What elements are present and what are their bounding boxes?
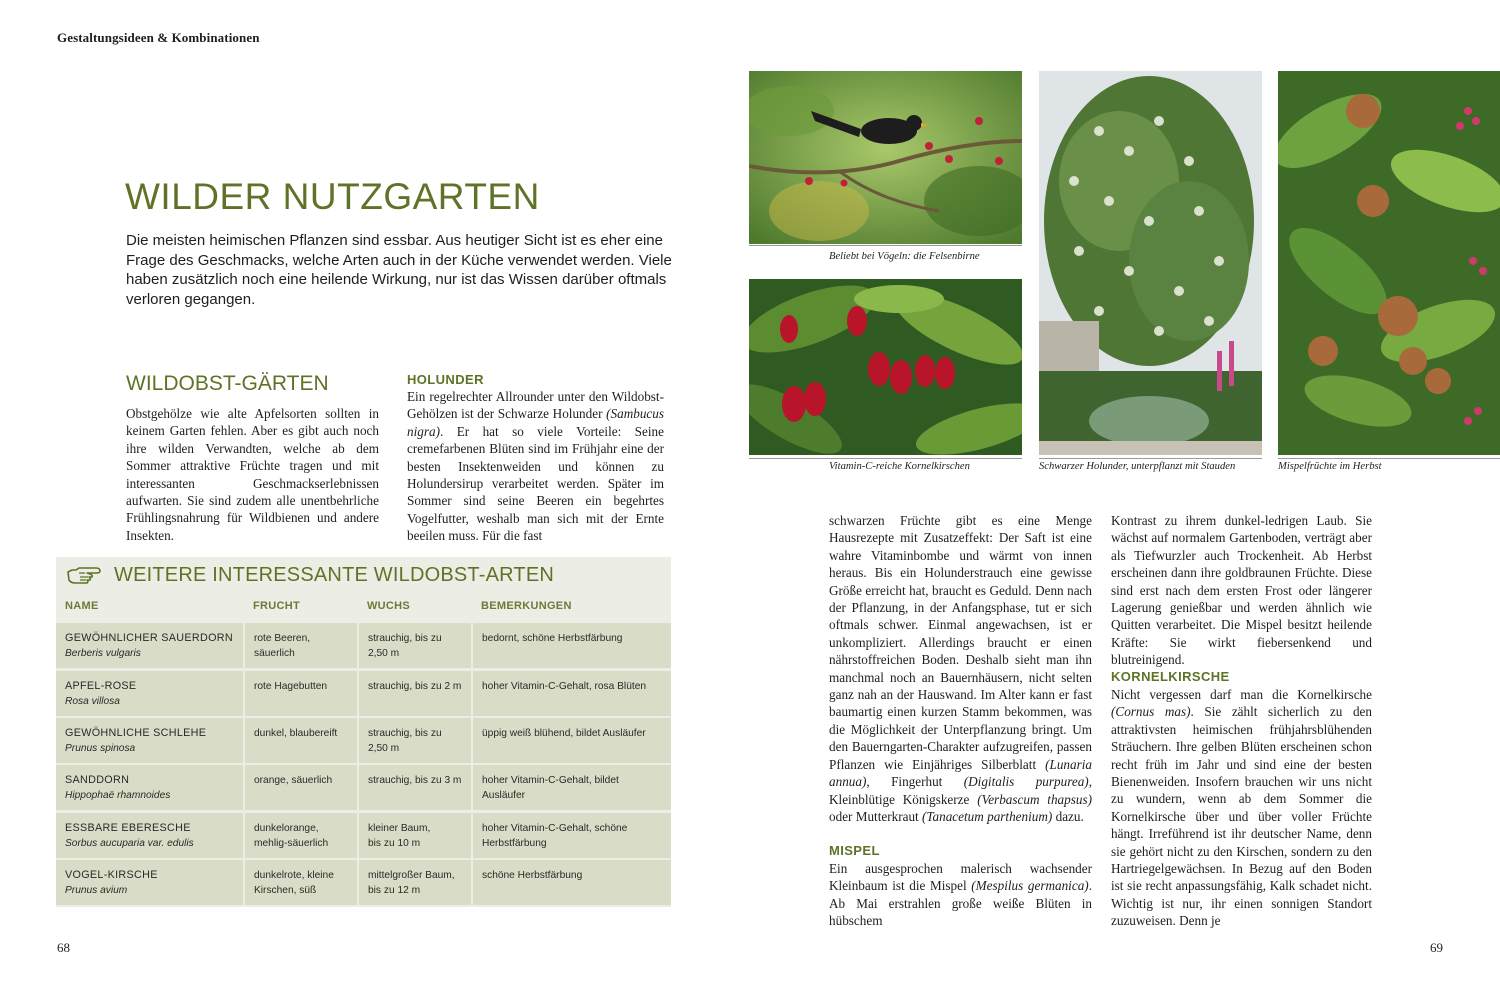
column-header-wuchs: WUCHS bbox=[367, 600, 411, 612]
caption-mispel: Mispelfrüchte im Herbst bbox=[1278, 461, 1382, 472]
page-number-left: 68 bbox=[57, 940, 70, 955]
table-row: SANDDORN Hippophaë rhamnoides orange, säuerlich strauchig, bis zu 3 m hoher Vitamin-C-Gehalt, bildet Ausläufer bbox=[56, 765, 671, 810]
table-row: VOGEL-KIRSCHE Prunus avium dunkelrote, kleine Kirschen, süß mittelgroßer Baum, bis zu 12 m schöne Herbstfärbung bbox=[56, 860, 671, 905]
photo-holunder bbox=[1039, 71, 1262, 455]
section-title: WILDOBST-GÄRTEN bbox=[126, 372, 329, 395]
holunder-continued-paragraph: schwarzen Früchte gibt es eine Menge Hausrezepte mit Zusatzeffekt: Der Saft ist eine wahre Vitaminbombe und wärmt von innen heraus. Bis ein Holunderstrauch eine gewisse Größe erreicht hat, braucht es Geduld. Denn nach der Pflanzung, in der Anfangsphase, tut er sich oftmals schwer. Einmal angewachsen, ist er unkompliziert. Allerdings braucht er einen nährstoffreichen Boden. Deshalb sieht man ihn manchmal noch an Bauernhäusern, nicht selten ganz nah an der Hauswand. Im Alter kann er fast baumartig einen kurzen Stamm bekommen, was die Möglichkeit der Unterpflanzung bringt. Um den Bauerngarten-Charakter aufzugreifen, passen Pflanzen wie Einjähriges Silberblatt (Lunaria annua), Fingerhut (Digitalis purpurea), Kleinblütige Königskerze (Verbascum thapsus) oder Mutterkraut (Tanacetum parthenium) dazu. bbox=[829, 513, 1092, 824]
caption-kornelkirschen: Vitamin-C-reiche Kornelkirschen bbox=[829, 461, 970, 472]
holunder-heading: HOLUNDER bbox=[407, 372, 484, 387]
table-title: WEITERE INTERESSANTE WILDOBST-ARTEN bbox=[114, 563, 555, 586]
page-title: WILDER NUTZGARTEN bbox=[125, 176, 540, 217]
mispel-heading: MISPEL bbox=[829, 843, 880, 858]
caption-felsenbirne: Beliebt bei Vögeln: die Felsenbirne bbox=[829, 251, 980, 262]
table-title-row bbox=[66, 563, 554, 587]
photo-kornelkirschen bbox=[749, 279, 1022, 455]
holunder-paragraph: Ein regelrechter Allrounder unter den Wildobst-Gehölzen ist der Schwarze Holunder (Sambucus nigra). Er hat so viele Vorteile: Seine cremefarbenen Blüten sind im Frühjahr eine der besten Insektenweiden und können zu Holundersirup verarbeitet werden. Später im Sommer sind seine Beeren ein begehrtes Vogelfutter, weshalb man sich mit der Ernte beeilen muss. Für die fast bbox=[407, 389, 664, 544]
table-row: ESSBARE EBERESCHE Sorbus aucuparia var. edulis dunkelorange, mehlig-säuerlich kleiner Baum, bis zu 10 m hoher Vitamin-C-Gehalt, schöne Herbstfärbung bbox=[56, 813, 671, 858]
column-header-frucht: FRUCHT bbox=[253, 600, 301, 612]
intro-paragraph: Die meisten heimischen Pflanzen sind essbar. Aus heutiger Sicht ist es eher eine Frage des Geschmacks, welche Arten auch in der Küche verwendet werden. Viele haben zusätzlich noch eine heilende Wirkung, nur ist das Wissen darüber oftmals verloren gegangen. bbox=[126, 232, 672, 308]
kornelkirsche-paragraph: Nicht vergessen darf man die Kornelkirsche (Cornus mas). Sie zählt sicherlich zu den attraktivsten heimischen frühjahrsblühenden Sträuchern. Ihre gelben Blüten erscheinen schon recht früh im Jahr und sind eine der besten Bienenweiden. Insofern brauchen wir uns nicht zu wundern, wenn ab dem Sommer die Kornelkirsche über und über voller Früchte hängt. Irreführend ist ihr deutscher Name, denn sie gehört nicht zu den Kirschen, sondern zu den Hartriegelgewächsen. In Bezug auf den Boden ist sie recht anpassungsfähig, Kalk schadet nicht. Wichtig ist nur, ihr einen sonnigen Standort zuzuweisen. Denn je bbox=[1111, 687, 1373, 929]
kornelkirsche-heading: KORNELKIRSCHE bbox=[1111, 669, 1230, 684]
table-row: APFEL-ROSE Rosa villosa rote Hagebutten strauchig, bis zu 2 m hoher Vitamin-C-Gehalt, rosa Blüten bbox=[56, 671, 671, 716]
pointing-hand-icon bbox=[66, 563, 106, 587]
mispel-paragraph: Ein ausgesprochen malerisch wachsender Kleinbaum ist die Mispel (Mespilus germanica). Ab Mai erstrahlen große weiße Blüten in hübschem bbox=[829, 861, 1092, 929]
table-row: GEWÖHNLICHE SCHLEHE Prunus spinosa dunkel, blaubereift strauchig, bis zu 2,50 m üppig weiß blühend, bildet Ausläufer bbox=[56, 718, 671, 763]
photo-felsenbirne-blackbird bbox=[749, 71, 1022, 244]
wildobst-paragraph: Obstgehölze wie alte Apfelsorten sollten in keinem Garten fehlen. Aber es gibt auch noch ihre wilden Verwandten, welche ab dem Sommer attraktive Früchte tragen und mit interessanten Geschmackserlebnissen aufwarten. Sie sind zudem alle unentbehrliche Frühlingsnahrung für Wildbienen und andere Insekten. bbox=[126, 406, 379, 543]
photo-mispel bbox=[1278, 71, 1500, 455]
column-header-bemerkungen: BEMERKUNGEN bbox=[481, 600, 572, 612]
mispel-continued-paragraph: Kontrast zu ihrem dunkel-ledrigen Laub. Sie wächst auf normalem Gartenboden, verträgt aber als Tiefwurzler auch Trockenheit. Ab Herbst erscheinen dann ihre goldbraunen Früchte. Diese sind erst nach dem ersten Frost oder längerer Lagerung genießbar und werden ähnlich wie Quitten verarbeitet. Die Mispel besitzt heilende Kräfte: Sie wirkt fiebersenkend und blutreinigend. bbox=[1111, 513, 1372, 668]
running-head: Gestaltungsideen & Kombinationen bbox=[57, 30, 260, 45]
page-number-right: 69 bbox=[1430, 940, 1443, 955]
column-header-name: NAME bbox=[65, 600, 99, 612]
caption-holunder: Schwarzer Holunder, unterpflanzt mit Stauden bbox=[1039, 461, 1236, 472]
table-row: GEWÖHNLICHER SAUERDORN Berberis vulgaris rote Beeren, säuerlich strauchig, bis zu 2,50 m bedornt, schöne Herbstfärbung bbox=[56, 623, 671, 668]
